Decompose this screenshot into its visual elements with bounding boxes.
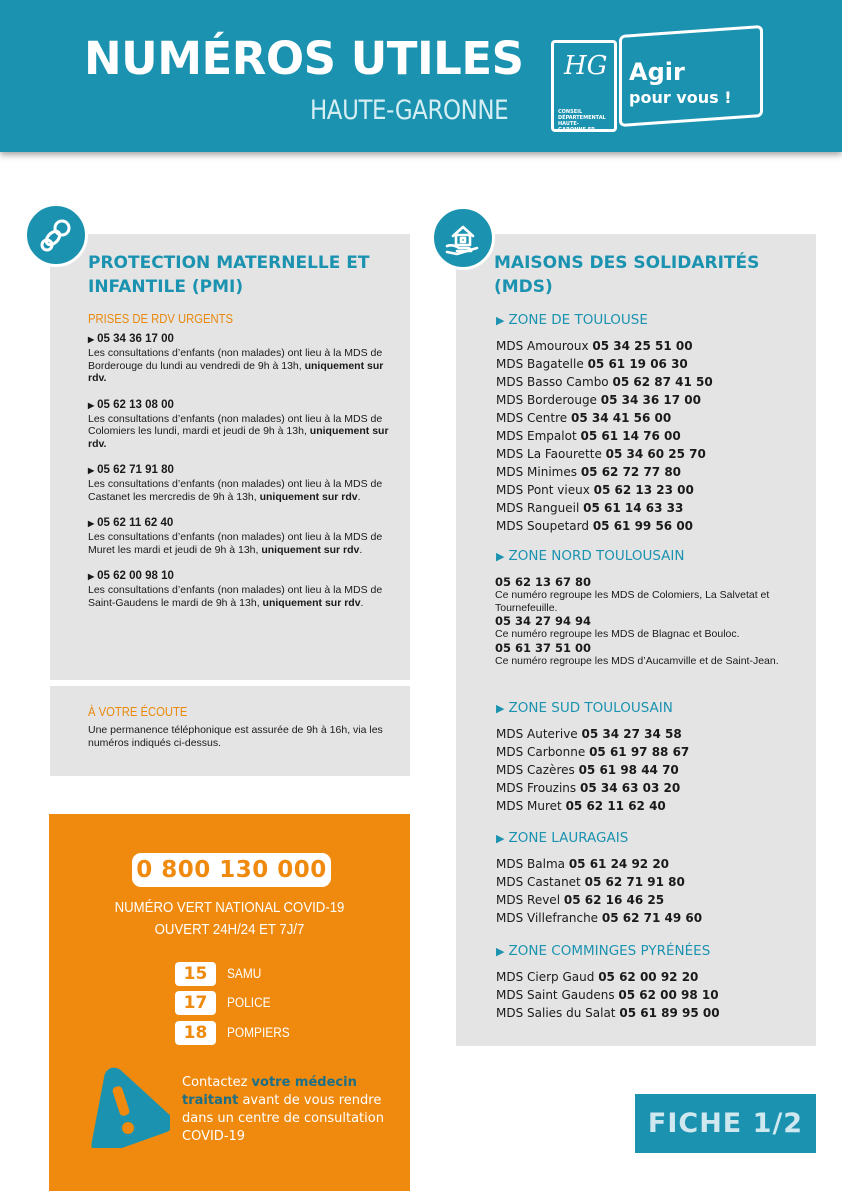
logo-monogram: HG (564, 51, 608, 81)
zone-comminges-title: ▶ ZONE COMMINGES PYRÉNÉES (496, 943, 711, 959)
emergency-number[interactable]: 15 (175, 962, 216, 986)
triangle-bullet-icon: ▶ (496, 314, 505, 327)
list-item: MDS Cazères 05 61 98 44 70 (496, 763, 679, 777)
emergency-number[interactable]: 17 (175, 991, 216, 1015)
pmi-phone[interactable]: 05 62 71 91 80 (97, 464, 174, 476)
list-item: MDS Amouroux 05 34 25 51 00 (496, 339, 693, 353)
mds-phone[interactable]: 05 61 24 92 20 (568, 857, 670, 871)
mds-note: Ce numéro regroupe les MDS de Colomiers, La Salvetat et Tournefeuille. (495, 589, 770, 614)
emergency-label: POMPIERS (227, 1025, 290, 1040)
pmi-phone[interactable]: 05 62 11 62 40 (97, 517, 174, 529)
emergency-police (175, 991, 375, 1017)
list-item: ▶ 05 62 11 62 40 Les consultations d’enfants (non malades) ont lieu à la MDS de Muret les mardi et jeudi de 9h à 13h, uniquement sur rdv. (88, 517, 383, 556)
pmi-title: PROTECTION MATERNELLE ET INFANTILE (PMI) (88, 253, 370, 297)
triangle-bullet-icon: ▶ (88, 572, 95, 581)
list-item: MDS Cierp Gaud 05 62 00 92 20 (496, 970, 699, 984)
zone-toulouse-title: ▶ ZONE DE TOULOUSE (496, 312, 648, 328)
mds-phone[interactable]: 05 61 99 56 00 (592, 519, 694, 533)
emergency-label: POLICE (227, 995, 271, 1010)
logo-slogan-line2: pour vous ! (629, 88, 732, 107)
list-item: MDS Balma 05 61 24 92 20 (496, 857, 670, 871)
list-item: ▶ 05 62 71 91 80 Les consultations d’enfants (non malades) ont lieu à la MDS de Castanet les mercredis de 9h à 13h, uniquement sur rdv. (88, 464, 383, 503)
list-item: MDS Carbonne 05 61 97 88 67 (496, 745, 690, 759)
mds-phone[interactable]: 05 34 60 25 70 (605, 447, 706, 461)
mds-phone[interactable]: 05 62 11 62 40 (565, 799, 666, 813)
mds-phone[interactable]: 05 34 27 94 94 (495, 614, 592, 628)
list-item: MDS Pont vieux 05 62 13 23 00 (496, 483, 694, 497)
mds-phone[interactable]: 05 34 63 03 20 (580, 781, 681, 795)
list-item: MDS Revel 05 62 16 46 25 (496, 893, 665, 907)
triangle-bullet-icon: ▶ (496, 702, 505, 715)
warning-icon (78, 1064, 170, 1148)
mds-phone[interactable]: 05 61 89 95 00 (619, 1006, 720, 1020)
logo-slogan-line1: Agir (629, 58, 685, 86)
list-item: MDS Borderouge 05 34 36 17 00 (496, 393, 701, 407)
hg-logo-box (551, 40, 617, 132)
triangle-bullet-icon: ▶ (496, 945, 505, 958)
mds-phone[interactable]: 05 34 25 51 00 (592, 339, 693, 353)
page-header (0, 0, 842, 152)
list-item: MDS Muret 05 62 11 62 40 (496, 799, 666, 813)
logo-small-line2: HAUTE-GARONNE.FR (558, 121, 596, 133)
ecoute-label: À VOTRE ÉCOUTE (88, 705, 188, 719)
green-number[interactable]: 0 800 130 000 (132, 853, 331, 887)
list-item: ▶ 05 34 36 17 00 Les consultations d’enfants (non malades) ont lieu à la MDS de Borderouge du lundi au vendredi de 9h à 13h, uniquement sur rdv. (88, 333, 384, 384)
zone-lauragais-list (496, 855, 806, 927)
mds-phone[interactable]: 05 61 19 06 30 (587, 357, 688, 371)
list-item: MDS Bagatelle 05 61 19 06 30 (496, 357, 688, 371)
triangle-bullet-icon: ▶ (88, 335, 95, 344)
list-item: MDS Castanet 05 62 71 91 80 (496, 875, 685, 889)
mds-note: Ce numéro regroupe les MDS d’Aucamville et de Saint-Jean. (495, 654, 779, 667)
zone-nord-list (495, 575, 803, 667)
list-item: MDS Saint Gaudens 05 62 00 98 10 (496, 988, 719, 1002)
list-item: ▶ 05 62 00 98 10 Les consultations d’enfants (non malades) ont lieu à la MDS de Saint-Gaudens le mardi de 9h à 13h, uniquement sur rdv. (88, 570, 383, 609)
emergency-number[interactable]: 18 (175, 1021, 216, 1045)
list-item: MDS La Faourette 05 34 60 25 70 (496, 447, 706, 461)
rdv-label: PRISES DE RDV URGENTS (88, 312, 234, 326)
contact-message: Contactez votre médecin traitant avant de vous rendre dans un centre de consultation COVID-19 (182, 1075, 384, 1144)
emergency-label: SAMU (227, 966, 262, 981)
list-item: MDS Rangueil 05 61 14 63 33 (496, 501, 684, 515)
triangle-bullet-icon: ▶ (88, 466, 95, 475)
emergency-pompiers (175, 1021, 375, 1047)
department-logo (551, 28, 765, 136)
mds-phone[interactable]: 05 61 14 76 00 (580, 429, 681, 443)
list-item: MDS Salies du Salat 05 61 89 95 00 (496, 1006, 720, 1020)
mds-phone[interactable]: 05 61 14 63 33 (583, 501, 684, 515)
zone-toulouse-list (496, 337, 806, 535)
pmi-list (88, 332, 400, 622)
mds-phone[interactable]: 05 62 71 49 60 (601, 911, 703, 925)
triangle-bullet-icon: ▶ (496, 550, 505, 563)
mds-phone[interactable]: 05 62 00 98 10 (618, 988, 719, 1002)
mds-phone[interactable]: 05 61 98 44 70 (578, 763, 679, 777)
list-item: ▶ 05 62 13 08 00 Les consultations d’enfants (non malades) ont lieu à la MDS de Colomiers les lundi, mardi et jeudi de 9h à 13h, uniquement sur rdv. (88, 398, 389, 450)
mds-phone[interactable]: 05 34 41 56 00 (570, 411, 672, 425)
logo-small-line1: CONSEIL DÉPARTEMENTAL (558, 109, 606, 121)
mds-phone[interactable]: 05 62 72 77 80 (580, 465, 682, 479)
mds-phone[interactable]: 05 34 36 17 00 (600, 393, 701, 407)
contact-highlight: votre médecin traitant (182, 1075, 357, 1108)
zone-sud-list (496, 725, 806, 815)
page-subtitle: HAUTE-GARONNE (309, 95, 508, 126)
list-item: MDS Basso Cambo 05 62 87 41 50 (496, 375, 713, 389)
list-item: MDS Frouzins 05 34 63 03 20 (496, 781, 681, 795)
house-hand-icon (431, 206, 495, 270)
pacifier-icon (24, 203, 88, 267)
list-item: MDS Minimes 05 62 72 77 80 (496, 465, 682, 479)
list-item: MDS Soupetard 05 61 99 56 00 (496, 519, 694, 533)
mds-phone[interactable]: 05 62 71 91 80 (584, 875, 685, 889)
pmi-phone[interactable]: 05 62 00 98 10 (97, 570, 174, 582)
list-item: MDS Villefranche 05 62 71 49 60 (496, 911, 703, 925)
zone-sud-title: ▶ ZONE SUD TOULOUSAIN (496, 700, 673, 716)
triangle-bullet-icon: ▶ (88, 519, 95, 528)
zone-lauragais-title: ▶ ZONE LAURAGAIS (496, 830, 629, 846)
fiche-badge: FICHE 1/2 (635, 1094, 816, 1153)
list-item: MDS Auterive 05 34 27 34 58 (496, 727, 682, 741)
mds-phone[interactable]: 05 61 37 51 00 (495, 640, 592, 655)
zone-comminges-list (496, 968, 806, 1022)
mds-title: MAISONS DES SOLIDARITÉS (MDS) (494, 253, 760, 297)
mds-phone[interactable]: 05 61 97 88 67 (589, 745, 690, 759)
green-number-line1: NUMÉRO VERT NATIONAL COVID-19 (114, 899, 345, 916)
triangle-bullet-icon: ▶ (88, 400, 95, 410)
page-title: NUMÉROS UTILES (84, 32, 524, 85)
ecoute-text: Une permanence téléphonique est assurée de 9h à 16h, via les numéros indiqués ci-dessus. (88, 724, 383, 749)
mds-note: Ce numéro regroupe les MDS de Blagnac et Bouloc. (495, 628, 740, 640)
pmi-phone[interactable]: 05 34 36 17 00 (97, 333, 174, 345)
triangle-bullet-icon: ▶ (496, 832, 505, 845)
list-item: MDS Centre 05 34 41 56 00 (496, 411, 672, 425)
green-number-line2: OUVERT 24H/24 ET 7J/7 (154, 921, 305, 938)
zone-nord-title: ▶ ZONE NORD TOULOUSAIN (496, 548, 685, 564)
mds-phone[interactable]: 05 62 87 41 50 (612, 375, 713, 389)
pmi-phone[interactable]: 05 62 13 08 00 (97, 398, 174, 411)
mds-phone[interactable]: 05 62 13 67 80 (495, 575, 592, 589)
mds-phone[interactable]: 05 62 13 23 00 (593, 483, 694, 497)
mds-phone[interactable]: 05 62 00 92 20 (598, 970, 699, 984)
mds-phone[interactable]: 05 34 27 34 58 (581, 727, 682, 741)
emergency-samu (175, 962, 375, 988)
mds-phone[interactable]: 05 62 16 46 25 (563, 893, 665, 907)
list-item: MDS Empalot 05 61 14 76 00 (496, 429, 681, 443)
